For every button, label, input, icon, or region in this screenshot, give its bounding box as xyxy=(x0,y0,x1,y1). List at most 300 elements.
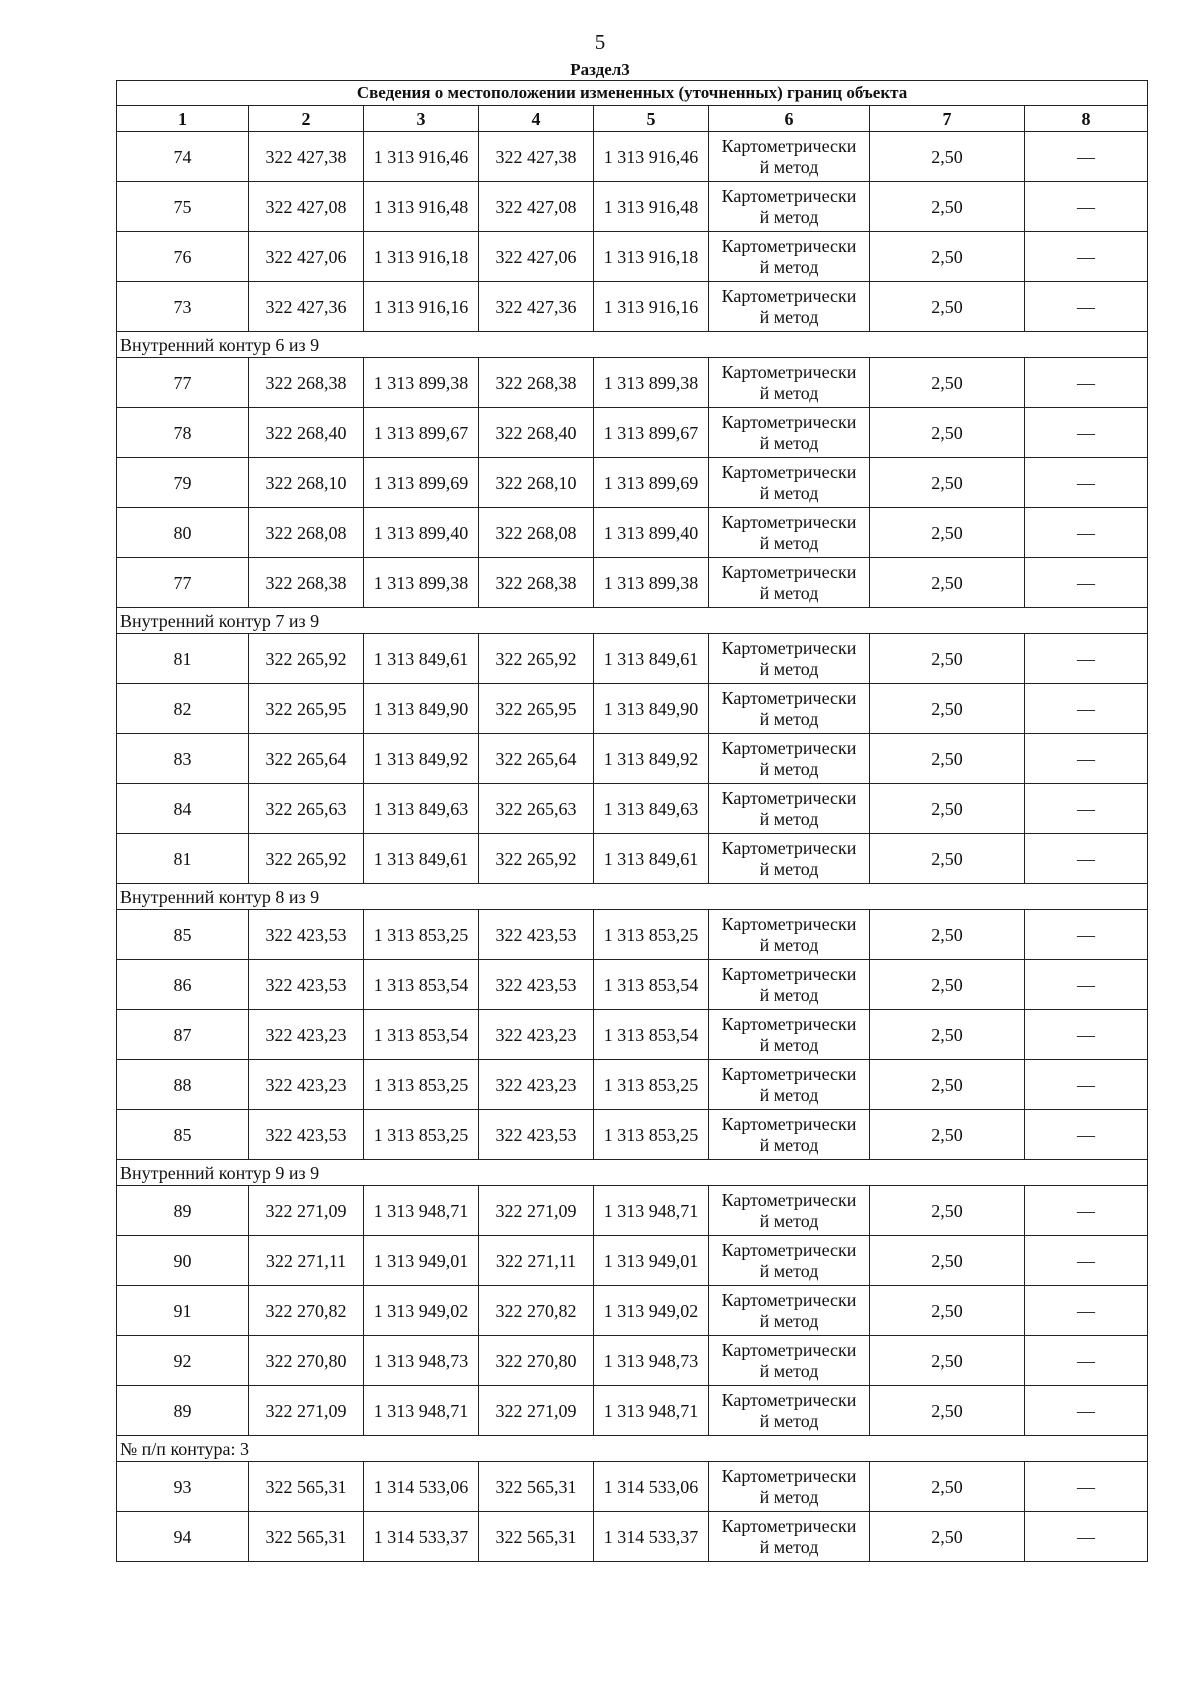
x-existing-cell: 322 265,92 xyxy=(249,634,364,684)
contour-group-row xyxy=(117,608,1148,634)
method-line-1: Картометрически xyxy=(721,411,857,432)
page-number: 5 xyxy=(594,30,606,54)
x-existing-cell: 322 427,36 xyxy=(249,282,364,332)
x-existing-cell: 322 265,63 xyxy=(249,784,364,834)
description-cell: — xyxy=(1025,834,1148,884)
method-line-2: й метод xyxy=(759,1210,819,1231)
method-cell xyxy=(709,132,870,182)
y-new-cell: 1 313 853,25 xyxy=(594,910,709,960)
x-new-cell: 322 565,31 xyxy=(479,1512,594,1562)
method-line-2: й метод xyxy=(759,858,819,879)
method-line-1: Картометрически xyxy=(721,787,857,808)
method-line-1: Картометрически xyxy=(721,1389,857,1410)
description-cell: — xyxy=(1025,1512,1148,1562)
y-existing-cell: 1 313 948,71 xyxy=(364,1386,479,1436)
table-row xyxy=(117,282,1148,332)
method-line-2: й метод xyxy=(759,256,819,277)
description-cell: — xyxy=(1025,1236,1148,1286)
method-line-1: Картометрически xyxy=(721,561,857,582)
method-line-2: й метод xyxy=(759,1134,819,1155)
x-new-cell: 322 423,23 xyxy=(479,1060,594,1110)
method-line-1: Картометрически xyxy=(721,837,857,858)
description-cell: — xyxy=(1025,458,1148,508)
method-line-1: Картометрически xyxy=(721,1063,857,1084)
method-line-1: Картометрически xyxy=(721,963,857,984)
method-cell xyxy=(709,910,870,960)
method-cell xyxy=(709,1286,870,1336)
x-existing-cell: 322 270,80 xyxy=(249,1336,364,1386)
accuracy-cell: 2,50 xyxy=(870,458,1025,508)
description-cell: — xyxy=(1025,734,1148,784)
description-cell: — xyxy=(1025,1060,1148,1110)
method-cell xyxy=(709,734,870,784)
y-existing-cell: 1 313 849,92 xyxy=(364,734,479,784)
method-line-2: й метод xyxy=(759,582,819,603)
y-new-cell: 1 313 853,25 xyxy=(594,1060,709,1110)
table-row xyxy=(117,132,1148,182)
method-cell xyxy=(709,558,870,608)
y-existing-cell: 1 313 916,16 xyxy=(364,282,479,332)
description-cell: — xyxy=(1025,910,1148,960)
description-cell: — xyxy=(1025,684,1148,734)
y-existing-cell: 1 313 948,71 xyxy=(364,1186,479,1236)
point-number-cell: 81 xyxy=(117,834,249,884)
y-new-cell: 1 313 853,25 xyxy=(594,1110,709,1160)
description-cell: — xyxy=(1025,634,1148,684)
method-line-1: Картометрически xyxy=(721,1189,857,1210)
x-new-cell: 322 271,09 xyxy=(479,1186,594,1236)
accuracy-cell: 2,50 xyxy=(870,132,1025,182)
x-existing-cell: 322 268,40 xyxy=(249,408,364,458)
contour-group-label: № п/п контура: 3 xyxy=(117,1436,1148,1462)
method-line-1: Картометрически xyxy=(721,361,857,382)
method-cell xyxy=(709,784,870,834)
table-row xyxy=(117,684,1148,734)
method-line-1: Картометрически xyxy=(721,1339,857,1360)
x-existing-cell: 322 427,06 xyxy=(249,232,364,282)
method-cell xyxy=(709,1512,870,1562)
accuracy-cell: 2,50 xyxy=(870,358,1025,408)
contour-group-row xyxy=(117,884,1148,910)
point-number-cell: 78 xyxy=(117,408,249,458)
point-number-cell: 82 xyxy=(117,684,249,734)
point-number-cell: 74 xyxy=(117,132,249,182)
y-new-cell: 1 314 533,37 xyxy=(594,1512,709,1562)
method-line-1: Картометрически xyxy=(721,637,857,658)
y-new-cell: 1 313 916,48 xyxy=(594,182,709,232)
description-cell: — xyxy=(1025,960,1148,1010)
column-number: 6 xyxy=(709,106,870,132)
accuracy-cell: 2,50 xyxy=(870,634,1025,684)
contour-group-row xyxy=(117,332,1148,358)
accuracy-cell: 2,50 xyxy=(870,834,1025,884)
point-number-cell: 83 xyxy=(117,734,249,784)
contour-group-label: Внутренний контур 7 из 9 xyxy=(117,608,1148,634)
accuracy-cell: 2,50 xyxy=(870,684,1025,734)
y-existing-cell: 1 313 853,54 xyxy=(364,1010,479,1060)
x-new-cell: 322 270,80 xyxy=(479,1336,594,1386)
method-line-1: Картометрически xyxy=(721,285,857,306)
accuracy-cell: 2,50 xyxy=(870,282,1025,332)
x-new-cell: 322 268,10 xyxy=(479,458,594,508)
x-new-cell: 322 427,36 xyxy=(479,282,594,332)
contour-group-row xyxy=(117,1436,1148,1462)
method-line-1: Картометрически xyxy=(721,687,857,708)
y-existing-cell: 1 313 849,61 xyxy=(364,634,479,684)
x-existing-cell: 322 427,38 xyxy=(249,132,364,182)
method-cell xyxy=(709,458,870,508)
point-number-cell: 73 xyxy=(117,282,249,332)
x-existing-cell: 322 270,82 xyxy=(249,1286,364,1336)
y-new-cell: 1 313 899,69 xyxy=(594,458,709,508)
table-row xyxy=(117,1386,1148,1436)
method-line-2: й метод xyxy=(759,532,819,553)
method-line-2: й метод xyxy=(759,658,819,679)
point-number-cell: 89 xyxy=(117,1386,249,1436)
column-number: 7 xyxy=(870,106,1025,132)
x-existing-cell: 322 265,95 xyxy=(249,684,364,734)
point-number-cell: 75 xyxy=(117,182,249,232)
point-number-cell: 79 xyxy=(117,458,249,508)
table-row xyxy=(117,960,1148,1010)
table-row xyxy=(117,1512,1148,1562)
contour-group-label: Внутренний контур 8 из 9 xyxy=(117,884,1148,910)
accuracy-cell: 2,50 xyxy=(870,182,1025,232)
y-new-cell: 1 313 916,46 xyxy=(594,132,709,182)
table-row xyxy=(117,1110,1148,1160)
accuracy-cell: 2,50 xyxy=(870,1386,1025,1436)
y-new-cell: 1 313 899,38 xyxy=(594,558,709,608)
y-existing-cell: 1 313 849,61 xyxy=(364,834,479,884)
y-new-cell: 1 313 948,73 xyxy=(594,1336,709,1386)
x-new-cell: 322 268,08 xyxy=(479,508,594,558)
x-new-cell: 322 271,09 xyxy=(479,1386,594,1436)
description-cell: — xyxy=(1025,132,1148,182)
table-row xyxy=(117,358,1148,408)
method-line-1: Картометрически xyxy=(721,185,857,206)
accuracy-cell: 2,50 xyxy=(870,1336,1025,1386)
point-number-cell: 88 xyxy=(117,1060,249,1110)
accuracy-cell: 2,50 xyxy=(870,734,1025,784)
accuracy-cell: 2,50 xyxy=(870,910,1025,960)
method-cell xyxy=(709,1236,870,1286)
y-new-cell: 1 313 849,61 xyxy=(594,834,709,884)
x-new-cell: 322 265,92 xyxy=(479,634,594,684)
description-cell: — xyxy=(1025,232,1148,282)
column-number: 2 xyxy=(249,106,364,132)
accuracy-cell: 2,50 xyxy=(870,1236,1025,1286)
table-row xyxy=(117,232,1148,282)
x-existing-cell: 322 265,92 xyxy=(249,834,364,884)
method-line-2: й метод xyxy=(759,1310,819,1331)
method-line-2: й метод xyxy=(759,306,819,327)
method-line-1: Картометрически xyxy=(721,461,857,482)
description-cell: — xyxy=(1025,1386,1148,1436)
method-cell xyxy=(709,358,870,408)
x-existing-cell: 322 423,53 xyxy=(249,910,364,960)
x-existing-cell: 322 268,10 xyxy=(249,458,364,508)
x-existing-cell: 322 271,09 xyxy=(249,1386,364,1436)
table-row xyxy=(117,1462,1148,1512)
y-new-cell: 1 314 533,06 xyxy=(594,1462,709,1512)
method-cell xyxy=(709,684,870,734)
description-cell: — xyxy=(1025,282,1148,332)
method-cell xyxy=(709,1386,870,1436)
method-line-2: й метод xyxy=(759,1360,819,1381)
point-number-cell: 77 xyxy=(117,558,249,608)
point-number-cell: 77 xyxy=(117,358,249,408)
method-line-1: Картометрически xyxy=(721,1289,857,1310)
method-line-2: й метод xyxy=(759,984,819,1005)
table-row xyxy=(117,784,1148,834)
point-number-cell: 89 xyxy=(117,1186,249,1236)
x-existing-cell: 322 268,38 xyxy=(249,358,364,408)
method-line-1: Картометрически xyxy=(721,1515,857,1536)
accuracy-cell: 2,50 xyxy=(870,1060,1025,1110)
column-number: 8 xyxy=(1025,106,1148,132)
accuracy-cell: 2,50 xyxy=(870,558,1025,608)
method-line-2: й метод xyxy=(759,432,819,453)
method-cell xyxy=(709,282,870,332)
accuracy-cell: 2,50 xyxy=(870,1462,1025,1512)
column-number: 1 xyxy=(117,106,249,132)
method-cell xyxy=(709,634,870,684)
description-cell: — xyxy=(1025,1186,1148,1236)
description-cell: — xyxy=(1025,1462,1148,1512)
table-row xyxy=(117,1236,1148,1286)
accuracy-cell: 2,50 xyxy=(870,1186,1025,1236)
x-new-cell: 322 265,64 xyxy=(479,734,594,784)
x-existing-cell: 322 565,31 xyxy=(249,1512,364,1562)
x-existing-cell: 322 271,09 xyxy=(249,1186,364,1236)
y-existing-cell: 1 313 949,02 xyxy=(364,1286,479,1336)
column-number: 3 xyxy=(364,106,479,132)
accuracy-cell: 2,50 xyxy=(870,1010,1025,1060)
method-cell xyxy=(709,1010,870,1060)
method-line-2: й метод xyxy=(759,1536,819,1557)
method-cell xyxy=(709,834,870,884)
x-existing-cell: 322 268,08 xyxy=(249,508,364,558)
y-new-cell: 1 313 916,16 xyxy=(594,282,709,332)
x-new-cell: 322 268,38 xyxy=(479,558,594,608)
method-line-2: й метод xyxy=(759,382,819,403)
method-cell xyxy=(709,1462,870,1512)
method-line-2: й метод xyxy=(759,1034,819,1055)
accuracy-cell: 2,50 xyxy=(870,508,1025,558)
point-number-cell: 93 xyxy=(117,1462,249,1512)
y-existing-cell: 1 313 899,38 xyxy=(364,358,479,408)
description-cell: — xyxy=(1025,1336,1148,1386)
method-line-2: й метод xyxy=(759,1260,819,1281)
method-cell xyxy=(709,232,870,282)
accuracy-cell: 2,50 xyxy=(870,232,1025,282)
y-existing-cell: 1 313 849,90 xyxy=(364,684,479,734)
table-row xyxy=(117,734,1148,784)
x-new-cell: 322 427,08 xyxy=(479,182,594,232)
x-new-cell: 322 268,38 xyxy=(479,358,594,408)
contour-group-label: Внутренний контур 6 из 9 xyxy=(117,332,1148,358)
point-number-cell: 90 xyxy=(117,1236,249,1286)
y-new-cell: 1 313 853,54 xyxy=(594,960,709,1010)
column-number-row xyxy=(117,106,1148,132)
description-cell: — xyxy=(1025,1286,1148,1336)
x-new-cell: 322 270,82 xyxy=(479,1286,594,1336)
y-existing-cell: 1 313 853,25 xyxy=(364,910,479,960)
description-cell: — xyxy=(1025,508,1148,558)
accuracy-cell: 2,50 xyxy=(870,960,1025,1010)
description-cell: — xyxy=(1025,1010,1148,1060)
x-new-cell: 322 427,06 xyxy=(479,232,594,282)
description-cell: — xyxy=(1025,784,1148,834)
y-new-cell: 1 313 853,54 xyxy=(594,1010,709,1060)
point-number-cell: 91 xyxy=(117,1286,249,1336)
y-new-cell: 1 313 949,01 xyxy=(594,1236,709,1286)
table-caption-row xyxy=(117,81,1148,106)
method-line-1: Картометрически xyxy=(721,913,857,934)
y-existing-cell: 1 313 849,63 xyxy=(364,784,479,834)
x-new-cell: 322 565,31 xyxy=(479,1462,594,1512)
y-new-cell: 1 313 849,90 xyxy=(594,684,709,734)
x-existing-cell: 322 265,64 xyxy=(249,734,364,784)
description-cell: — xyxy=(1025,358,1148,408)
table-row xyxy=(117,408,1148,458)
method-line-1: Картометрически xyxy=(721,1465,857,1486)
y-existing-cell: 1 313 916,48 xyxy=(364,182,479,232)
y-existing-cell: 1 313 899,67 xyxy=(364,408,479,458)
x-new-cell: 322 423,23 xyxy=(479,1010,594,1060)
method-cell xyxy=(709,182,870,232)
method-line-2: й метод xyxy=(759,156,819,177)
description-cell: — xyxy=(1025,558,1148,608)
method-line-2: й метод xyxy=(759,1410,819,1431)
table-caption: Сведения о местоположении измененных (уточненных) границ объекта xyxy=(117,81,1148,106)
table-row xyxy=(117,508,1148,558)
method-line-2: й метод xyxy=(759,482,819,503)
x-existing-cell: 322 423,53 xyxy=(249,960,364,1010)
method-line-1: Картометрически xyxy=(721,1113,857,1134)
x-existing-cell: 322 423,23 xyxy=(249,1010,364,1060)
method-line-2: й метод xyxy=(759,808,819,829)
method-line-2: й метод xyxy=(759,934,819,955)
x-existing-cell: 322 427,08 xyxy=(249,182,364,232)
y-new-cell: 1 313 899,40 xyxy=(594,508,709,558)
y-existing-cell: 1 313 916,46 xyxy=(364,132,479,182)
y-new-cell: 1 313 949,02 xyxy=(594,1286,709,1336)
method-cell xyxy=(709,1336,870,1386)
y-existing-cell: 1 313 853,54 xyxy=(364,960,479,1010)
point-number-cell: 81 xyxy=(117,634,249,684)
method-line-1: Картометрически xyxy=(721,511,857,532)
y-existing-cell: 1 314 533,37 xyxy=(364,1512,479,1562)
point-number-cell: 87 xyxy=(117,1010,249,1060)
y-existing-cell: 1 313 899,69 xyxy=(364,458,479,508)
x-new-cell: 322 427,38 xyxy=(479,132,594,182)
table-row xyxy=(117,458,1148,508)
method-line-2: й метод xyxy=(759,206,819,227)
table-row xyxy=(117,834,1148,884)
method-cell xyxy=(709,408,870,458)
table-row xyxy=(117,1286,1148,1336)
y-new-cell: 1 313 849,61 xyxy=(594,634,709,684)
y-new-cell: 1 313 916,18 xyxy=(594,232,709,282)
table-row xyxy=(117,182,1148,232)
accuracy-cell: 2,50 xyxy=(870,1110,1025,1160)
x-new-cell: 322 271,11 xyxy=(479,1236,594,1286)
boundary-coordinates-table xyxy=(116,80,1148,1562)
x-new-cell: 322 265,92 xyxy=(479,834,594,884)
method-cell xyxy=(709,1060,870,1110)
x-existing-cell: 322 423,53 xyxy=(249,1110,364,1160)
method-line-1: Картометрически xyxy=(721,737,857,758)
table-row xyxy=(117,1010,1148,1060)
point-number-cell: 80 xyxy=(117,508,249,558)
method-cell xyxy=(709,1110,870,1160)
y-existing-cell: 1 314 533,06 xyxy=(364,1462,479,1512)
point-number-cell: 85 xyxy=(117,1110,249,1160)
table-row xyxy=(117,1336,1148,1386)
description-cell: — xyxy=(1025,408,1148,458)
y-existing-cell: 1 313 853,25 xyxy=(364,1060,479,1110)
y-new-cell: 1 313 849,63 xyxy=(594,784,709,834)
method-line-1: Картометрически xyxy=(721,1013,857,1034)
y-new-cell: 1 313 948,71 xyxy=(594,1386,709,1436)
method-line-1: Картометрически xyxy=(721,235,857,256)
y-new-cell: 1 313 849,92 xyxy=(594,734,709,784)
table-row xyxy=(117,558,1148,608)
y-new-cell: 1 313 899,67 xyxy=(594,408,709,458)
y-new-cell: 1 313 899,38 xyxy=(594,358,709,408)
description-cell: — xyxy=(1025,182,1148,232)
y-existing-cell: 1 313 853,25 xyxy=(364,1110,479,1160)
method-line-1: Картометрически xyxy=(721,135,857,156)
point-number-cell: 76 xyxy=(117,232,249,282)
description-cell: — xyxy=(1025,1110,1148,1160)
contour-group-row xyxy=(117,1160,1148,1186)
y-existing-cell: 1 313 949,01 xyxy=(364,1236,479,1286)
method-cell xyxy=(709,1186,870,1236)
column-number: 5 xyxy=(594,106,709,132)
point-number-cell: 85 xyxy=(117,910,249,960)
method-line-2: й метод xyxy=(759,1486,819,1507)
x-existing-cell: 322 271,11 xyxy=(249,1236,364,1286)
contour-group-label: Внутренний контур 9 из 9 xyxy=(117,1160,1148,1186)
x-new-cell: 322 423,53 xyxy=(479,960,594,1010)
accuracy-cell: 2,50 xyxy=(870,408,1025,458)
table-row xyxy=(117,634,1148,684)
x-existing-cell: 322 423,23 xyxy=(249,1060,364,1110)
column-number: 4 xyxy=(479,106,594,132)
x-new-cell: 322 265,63 xyxy=(479,784,594,834)
y-existing-cell: 1 313 899,40 xyxy=(364,508,479,558)
point-number-cell: 84 xyxy=(117,784,249,834)
method-cell xyxy=(709,960,870,1010)
y-new-cell: 1 313 948,71 xyxy=(594,1186,709,1236)
point-number-cell: 94 xyxy=(117,1512,249,1562)
point-number-cell: 92 xyxy=(117,1336,249,1386)
table-row xyxy=(117,1186,1148,1236)
x-new-cell: 322 268,40 xyxy=(479,408,594,458)
section-title: Раздел3 xyxy=(570,60,630,79)
x-existing-cell: 322 565,31 xyxy=(249,1462,364,1512)
x-new-cell: 322 423,53 xyxy=(479,1110,594,1160)
accuracy-cell: 2,50 xyxy=(870,1512,1025,1562)
method-line-1: Картометрически xyxy=(721,1239,857,1260)
y-existing-cell: 1 313 948,73 xyxy=(364,1336,479,1386)
method-cell xyxy=(709,508,870,558)
table-row xyxy=(117,1060,1148,1110)
x-new-cell: 322 265,95 xyxy=(479,684,594,734)
y-existing-cell: 1 313 916,18 xyxy=(364,232,479,282)
